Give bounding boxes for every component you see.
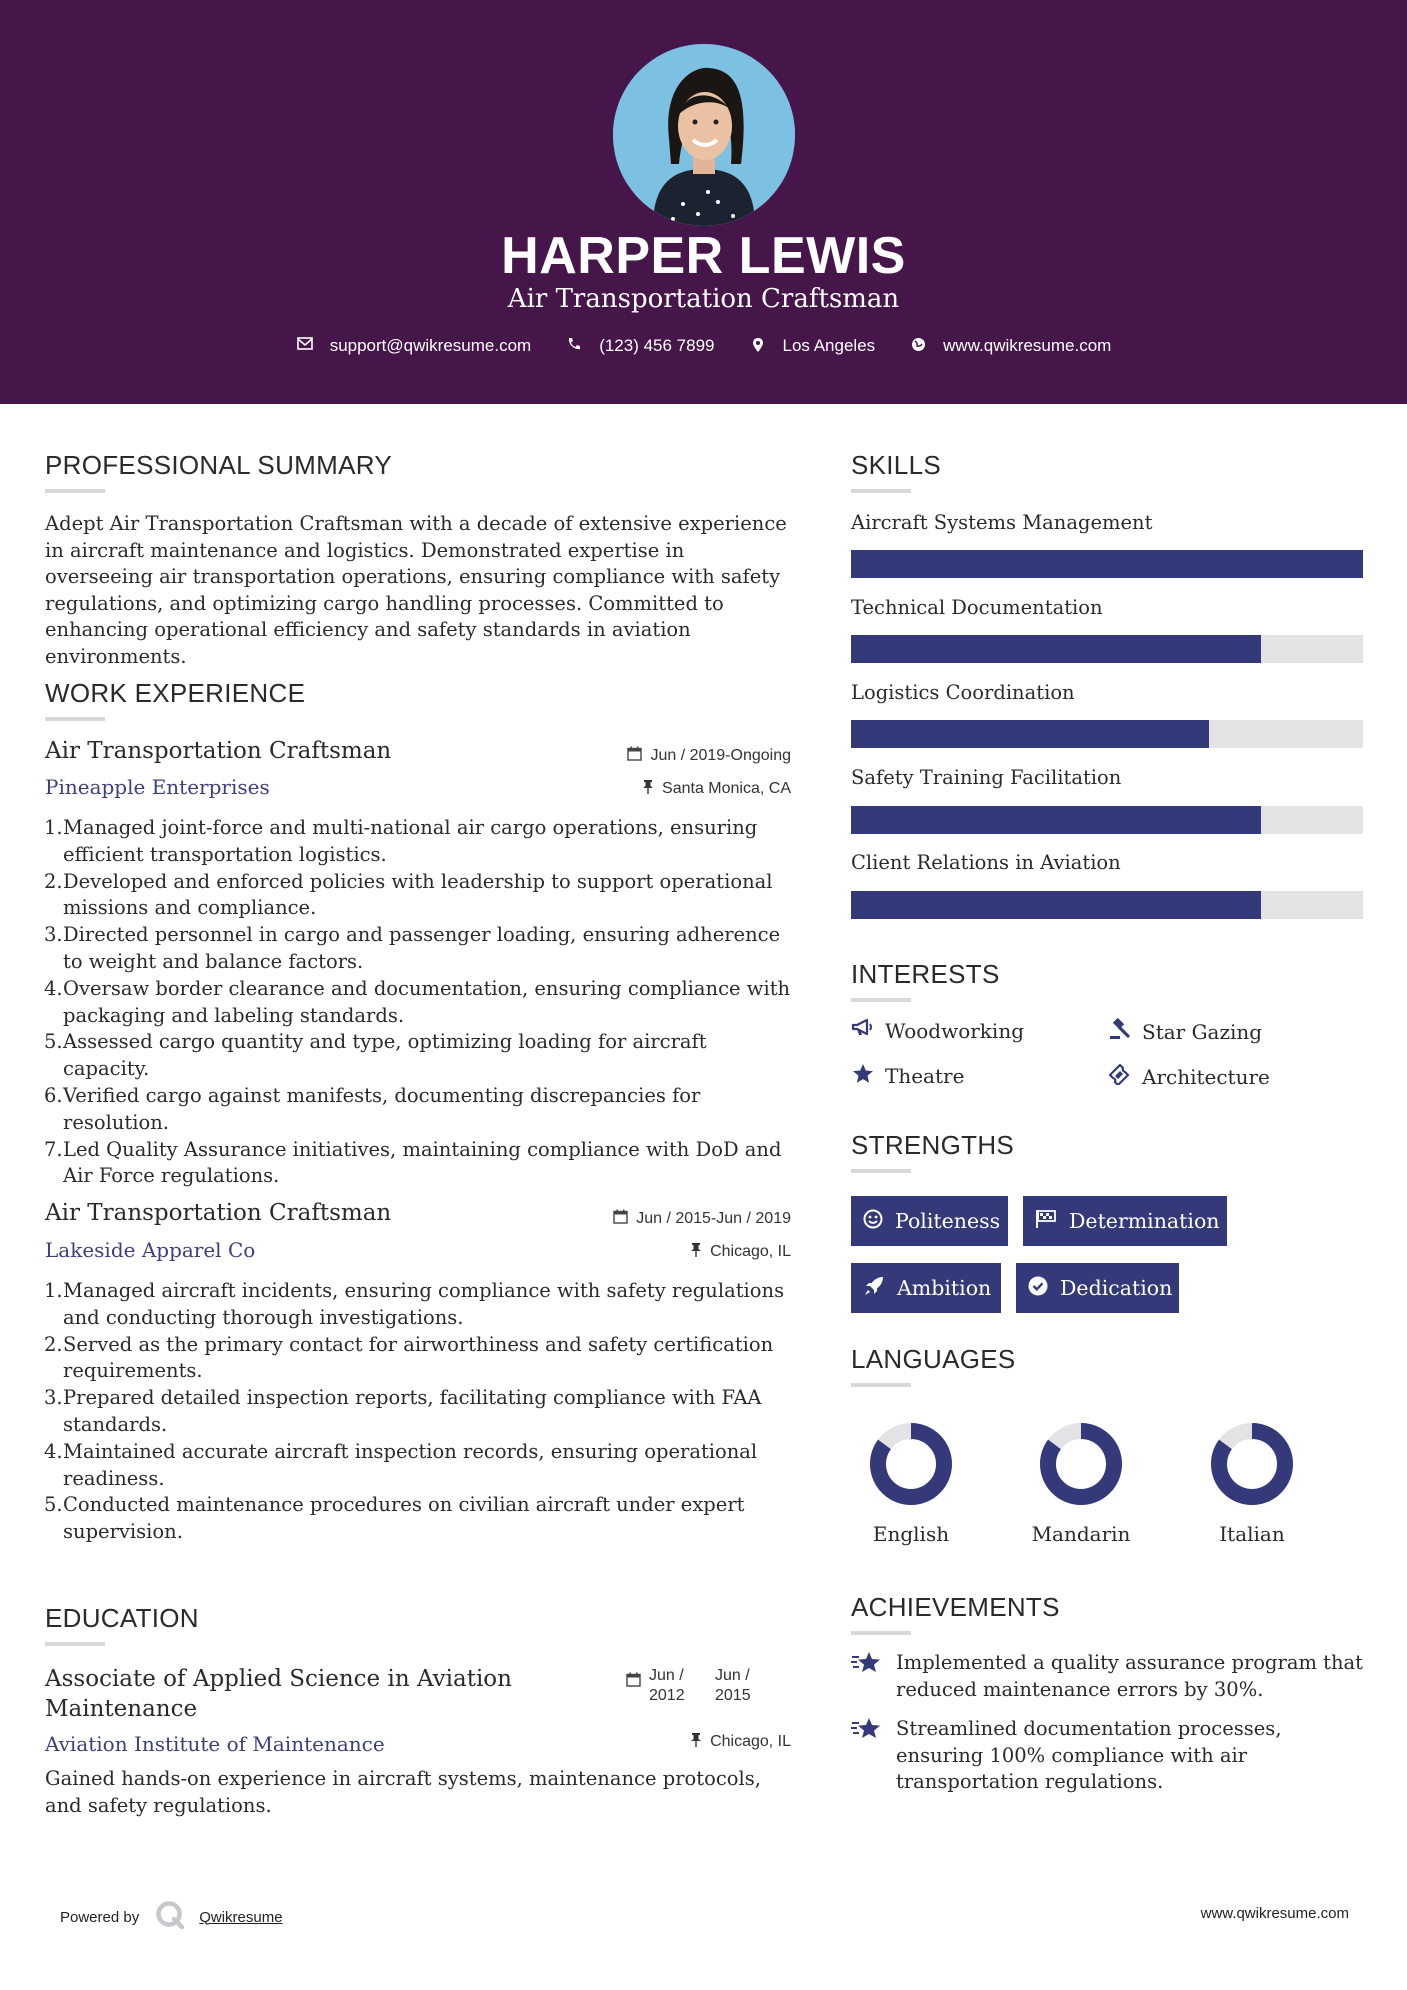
languages-divider	[851, 1383, 911, 1387]
interests-heading: INTERESTS	[851, 959, 1000, 989]
degree-title: Associate of Applied Science in Aviation Maintenance	[45, 1666, 512, 1722]
strength-badge	[1023, 1196, 1227, 1246]
strength-label: Ambition	[897, 1276, 992, 1300]
achievement-text: Implemented a quality assurance program that reduced maintenance errors by 30%.	[896, 1651, 1364, 1701]
contact-location	[749, 336, 876, 356]
qwikresume-logo-icon	[155, 1900, 185, 1934]
skills-divider	[851, 489, 911, 493]
list-item: 5. Assessed cargo quantity and type, optimizing loading for aircraft capacity.	[44, 1030, 707, 1081]
envelope-icon	[296, 337, 314, 355]
language-item	[1016, 1420, 1146, 1546]
strengths-heading: STRENGTHS	[851, 1130, 1015, 1160]
contact-phone-text: (123) 456 7899	[599, 336, 715, 355]
skill-bar	[851, 806, 1363, 834]
school-name: Aviation Institute of Maintenance	[45, 1732, 385, 1756]
pin-icon	[642, 779, 654, 798]
contact-phone[interactable]	[565, 336, 714, 356]
summary-text: Adept Air Transportation Craftsman with a decade of extensive experience in aircraft maintenance and logistics. Demonstrated expertise in overseeing air transportation operations, ensuring compliance with safety regulations, and optimizing cargo handling processes. Committed to enhancing operational efficiency and safety standards in aviation environments.	[45, 512, 787, 668]
skill-bar	[851, 550, 1363, 578]
education-location	[690, 1732, 791, 1751]
language-name: Mandarin	[1031, 1522, 1131, 1546]
job-location	[642, 779, 791, 798]
list-item: 4. Maintained accurate aircraft inspection records, ensuring operational readiness.	[44, 1439, 758, 1490]
achievement-item	[851, 1650, 1371, 1703]
resume-header	[0, 0, 1407, 404]
star-achievement-icon	[851, 1650, 881, 1703]
calendar-icon	[626, 1672, 641, 1706]
strength-label: Politeness	[895, 1209, 1001, 1233]
company-name: Lakeside Apparel Co	[45, 1238, 256, 1262]
skill-bar	[851, 891, 1363, 919]
calendar-icon	[613, 1209, 628, 1228]
education-location-text: Chicago, IL	[710, 1732, 791, 1750]
calendar-icon	[627, 746, 642, 765]
list-item: 2. Developed and enforced policies with leadership to support operational missions and compliance.	[44, 869, 773, 920]
ticket-icon	[1106, 1063, 1134, 1090]
skill-name: Aircraft Systems Management	[851, 511, 1153, 534]
interest-label: Architecture	[1142, 1064, 1270, 1089]
interest-item	[849, 1063, 964, 1089]
interest-item	[1106, 1018, 1262, 1045]
gavel-icon	[1106, 1018, 1134, 1045]
strength-badge	[851, 1263, 1001, 1313]
list-item: 3. Prepared detailed inspection reports, facilitating compliance with FAA standards.	[44, 1386, 762, 1436]
flag-icon	[1035, 1209, 1057, 1234]
contact-website-text: www.qwikresume.com	[943, 336, 1112, 355]
job-dates	[627, 746, 791, 765]
job-location-text: Santa Monica, CA	[662, 779, 791, 797]
rocket-icon	[863, 1275, 885, 1302]
skill-name: Technical Documentation	[851, 596, 1103, 619]
languages-heading: LANGUAGES	[851, 1344, 1016, 1374]
skill-name: Logistics Coordination	[851, 681, 1075, 704]
interest-label: Woodworking	[885, 1018, 1025, 1043]
interest-item	[1106, 1063, 1270, 1090]
language-name: English	[872, 1522, 950, 1546]
job-location	[690, 1242, 791, 1261]
footer-website[interactable]: www.qwikresume.com	[1200, 1905, 1349, 1922]
strength-label: Dedication	[1060, 1276, 1173, 1300]
list-item: 1. Managed joint-force and multi-national air cargo operations, ensuring efficient transportation logistics.	[44, 816, 758, 866]
contact-location-text: Los Angeles	[782, 336, 876, 355]
globe-icon	[909, 337, 927, 355]
language-donut	[1037, 1420, 1125, 1508]
skills-heading: SKILLS	[851, 450, 941, 480]
list-item: 1. Managed aircraft incidents, ensuring compliance with safety regulations and conducting thorough investigations.	[44, 1279, 785, 1329]
summary-heading: PROFESSIONAL SUMMARY	[45, 450, 392, 480]
job-location-text: Chicago, IL	[710, 1242, 791, 1260]
language-donut	[1208, 1420, 1296, 1508]
list-item: 7. Led Quality Assurance initiatives, maintaining compliance with DoD and Air Force regulations.	[44, 1137, 782, 1188]
duty-list	[44, 1278, 794, 1546]
powered-by-label: Powered by	[60, 1908, 140, 1926]
skill-bar	[851, 635, 1363, 663]
list-item: 6. Verified cargo against manifests, documenting discrepancies for resolution.	[44, 1083, 701, 1134]
contact-email[interactable]	[296, 336, 532, 356]
interest-label: Theatre	[885, 1064, 965, 1088]
education-heading: EDUCATION	[45, 1603, 199, 1633]
interests-divider	[851, 998, 911, 1002]
list-item: 4. Oversaw border clearance and documentation, ensuring compliance with packaging and labeling standards.	[44, 976, 791, 1027]
job-dates-text: Jun / 2015-Jun / 2019	[636, 1209, 791, 1227]
skill-bar-fill	[851, 635, 1261, 663]
check-circle-icon	[1028, 1276, 1048, 1301]
job-title: Air Transportation Craftsman	[45, 1200, 392, 1226]
duty-list	[44, 815, 794, 1190]
achievements-divider	[851, 1631, 911, 1635]
experience-heading: WORK EXPERIENCE	[45, 678, 306, 708]
education-divider	[45, 1642, 105, 1646]
education-description: Gained hands-on experience in aircraft systems, maintenance protocols, and safety regulations.	[45, 1767, 761, 1817]
star-icon	[849, 1063, 877, 1089]
language-item	[846, 1420, 976, 1546]
avatar	[613, 44, 795, 226]
company-name: Pineapple Enterprises	[45, 775, 270, 799]
summary-divider	[45, 489, 105, 493]
achievement-item	[851, 1716, 1371, 1796]
smile-icon	[863, 1209, 883, 1234]
phone-icon	[565, 337, 583, 355]
candidate-name: HARPER LEWIS	[501, 227, 906, 285]
map-pin-icon	[749, 337, 767, 355]
list-item: 5. Conducted maintenance procedures on civilian aircraft under expert supervision.	[44, 1493, 745, 1544]
job-dates	[613, 1209, 791, 1228]
interest-label: Star Gazing	[1142, 1019, 1263, 1044]
interest-item	[849, 1018, 1024, 1043]
star-achievement-icon	[851, 1716, 881, 1796]
achievements-heading: ACHIEVEMENTS	[851, 1592, 1060, 1622]
skill-bar-fill	[851, 720, 1209, 748]
job-dates-text: Jun / 2019-Ongoing	[650, 746, 791, 764]
list-item: 2. Served as the primary contact for airworthiness and safety certification requirements.	[44, 1332, 774, 1383]
skill-name: Safety Training Facilitation	[851, 766, 1122, 789]
education-start: Jun / 2012	[649, 1667, 685, 1704]
education-end: Jun / 2015	[715, 1667, 751, 1704]
education-dates	[626, 1666, 751, 1706]
contact-website[interactable]	[909, 336, 1111, 356]
skill-name: Client Relations in Aviation	[851, 851, 1121, 874]
skill-bar	[851, 720, 1363, 748]
megaphone-icon	[849, 1018, 877, 1043]
skill-bar-fill	[851, 550, 1363, 578]
list-item: 3. Directed personnel in cargo and passenger loading, ensuring adherence to weight and balance factors.	[44, 923, 781, 973]
pin-icon	[690, 1732, 702, 1751]
candidate-title: Air Transportation Craftsman	[507, 284, 900, 314]
contact-email-text: support@qwikresume.com	[329, 336, 532, 355]
achievement-text: Streamlined documentation processes, ensuring 100% compliance with air transportation regulations.	[896, 1717, 1282, 1793]
language-name: Italian	[1219, 1522, 1285, 1546]
skill-bar-fill	[851, 891, 1261, 919]
strength-badge	[1016, 1263, 1179, 1313]
job-title: Air Transportation Craftsman	[45, 738, 392, 764]
footer-powered-by	[60, 1900, 283, 1934]
brand-link[interactable]: Qwikresume	[199, 1908, 283, 1926]
skill-bar-fill	[851, 806, 1261, 834]
strength-label: Determination	[1069, 1209, 1220, 1233]
language-donut	[867, 1420, 955, 1508]
pin-icon	[690, 1242, 702, 1261]
contact-bar	[0, 336, 1407, 356]
strength-badge	[851, 1196, 1008, 1246]
language-item	[1187, 1420, 1317, 1546]
strengths-divider	[851, 1169, 911, 1173]
experience-divider	[45, 717, 105, 721]
